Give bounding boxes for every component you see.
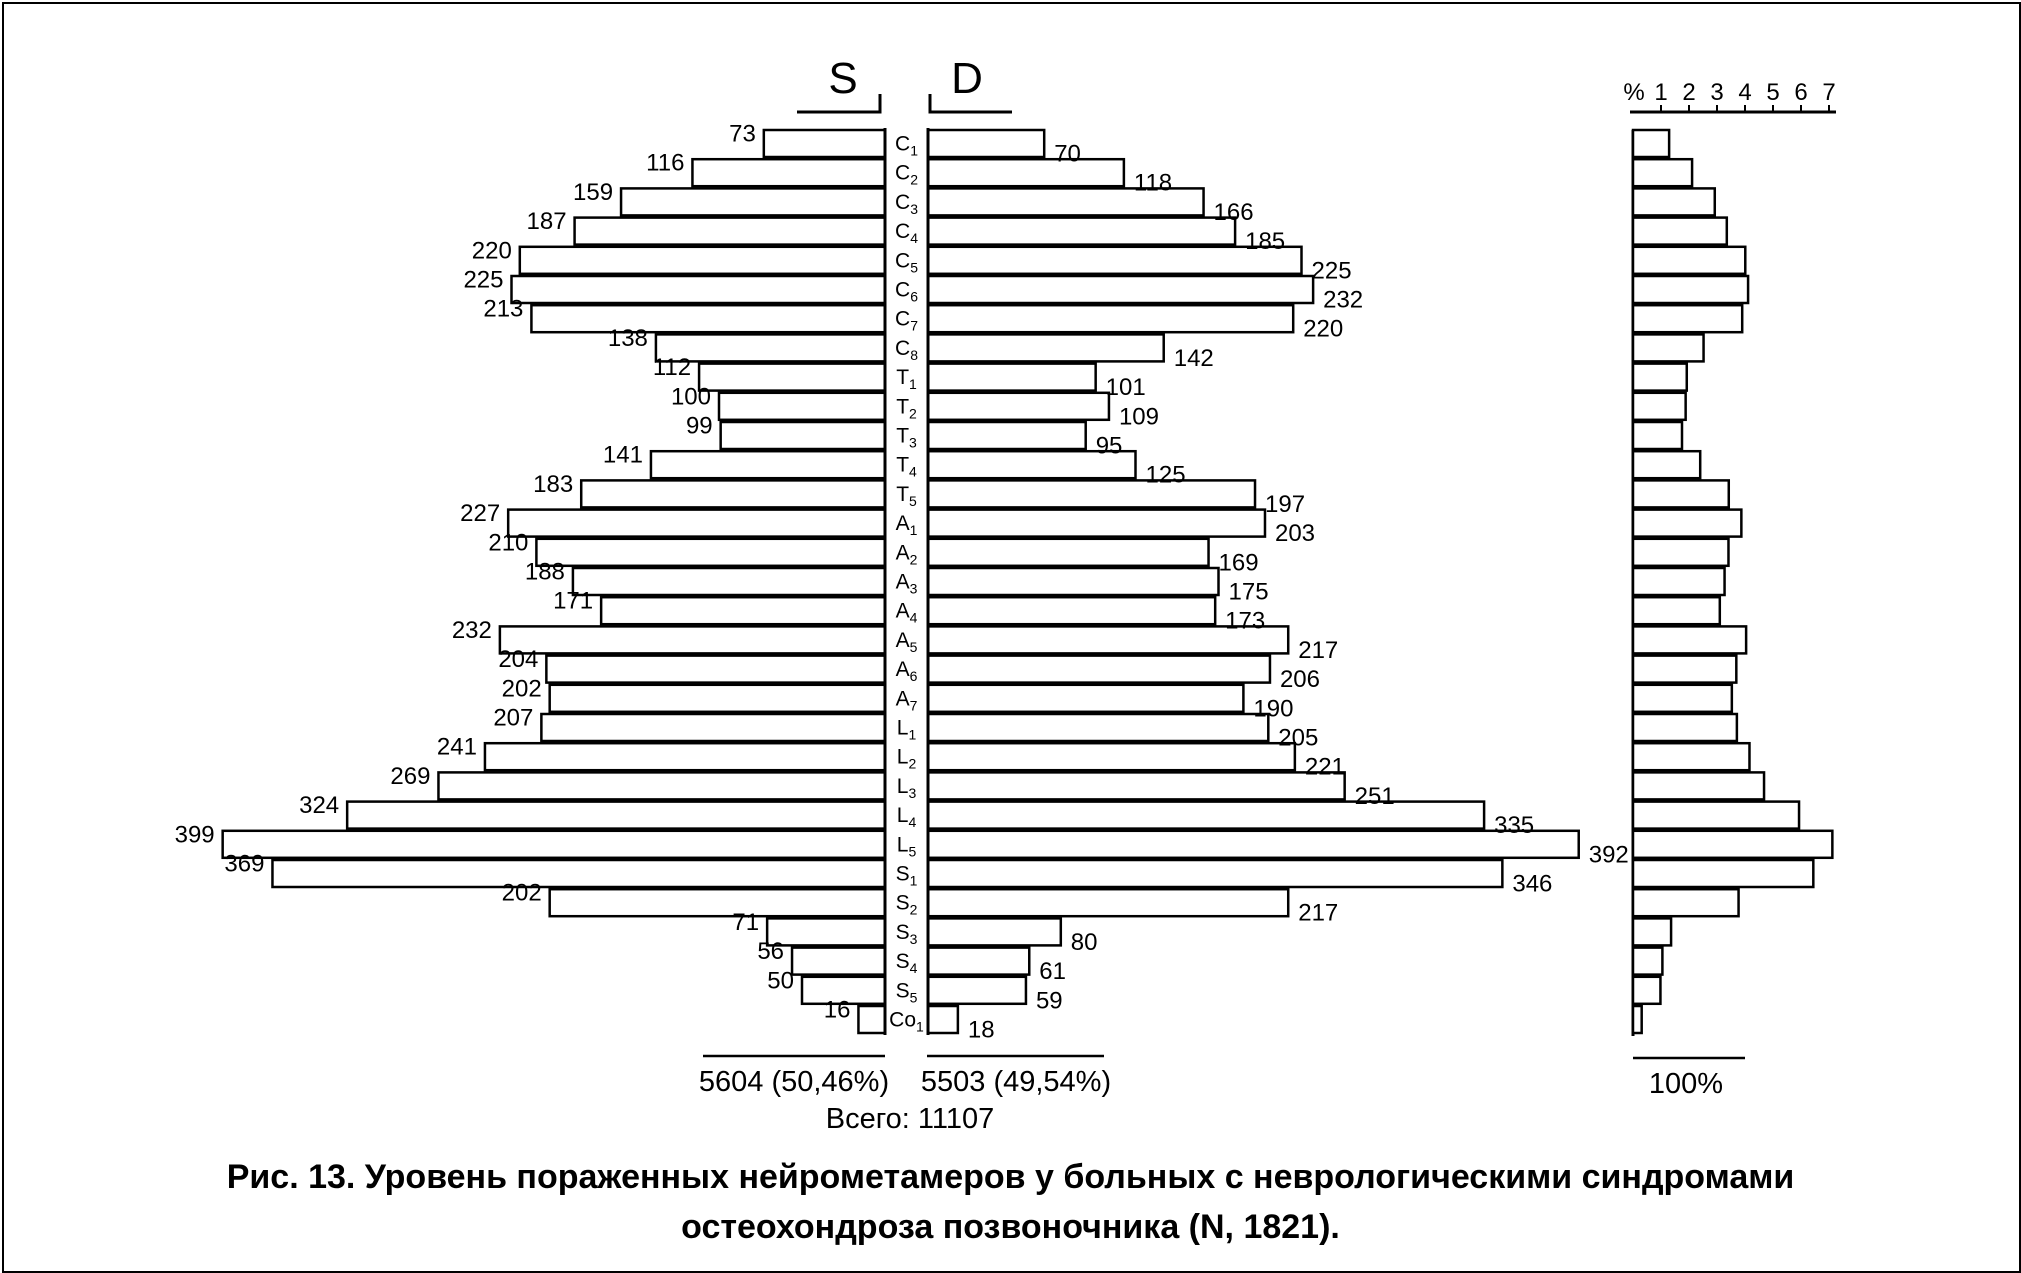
segment-label: $C_6$ xyxy=(895,278,918,305)
bar-right-t3 xyxy=(928,422,1086,449)
value-label-left: 225 xyxy=(463,266,504,294)
value-label-left: 171 xyxy=(553,587,594,615)
value-label-left: 141 xyxy=(602,441,643,469)
value-label-right: 109 xyxy=(1118,403,1159,431)
segment-label: $C_4$ xyxy=(895,220,918,247)
bar-left-a6 xyxy=(546,656,885,683)
value-label-left: 183 xyxy=(533,470,574,498)
segment-column xyxy=(885,128,928,1035)
percent-bar xyxy=(1633,510,1741,537)
percent-bar xyxy=(1633,626,1746,653)
value-label-left: 159 xyxy=(573,178,614,206)
percent-bars xyxy=(1633,130,1832,1033)
value-label-right: 346 xyxy=(1512,870,1553,898)
value-label-right: 197 xyxy=(1265,490,1306,518)
percent-bar xyxy=(1633,422,1682,449)
bar-right-a2 xyxy=(928,539,1209,566)
segment-label: $T_1$ xyxy=(896,366,917,393)
value-label-right: 70 xyxy=(1054,140,1081,168)
bar-left-l4 xyxy=(347,802,885,829)
percent-tick-label: 5 xyxy=(1766,79,1780,106)
segment-label: $A_3$ xyxy=(895,570,918,597)
bar-left-l2 xyxy=(485,743,885,770)
bar-right-s4 xyxy=(928,948,1029,975)
bar-right-l4 xyxy=(928,802,1484,829)
bar-left-a3 xyxy=(573,568,885,595)
bar-right-s2 xyxy=(928,889,1288,916)
segment-label: $S_2$ xyxy=(895,891,918,918)
bar-left-a1 xyxy=(508,510,885,537)
percent-bar xyxy=(1633,743,1749,770)
segment-label: $Co_1$ xyxy=(889,1008,924,1035)
bar-left-l3 xyxy=(438,772,885,799)
value-label-left: 210 xyxy=(488,529,529,557)
value-label-right: 166 xyxy=(1213,198,1254,226)
percent-bar xyxy=(1633,802,1799,829)
value-label-left: 213 xyxy=(483,295,524,323)
percent-bar xyxy=(1633,685,1732,712)
percent-bar xyxy=(1633,539,1728,566)
bar-left-co1 xyxy=(858,1006,885,1033)
segment-label: $L_1$ xyxy=(896,716,917,743)
value-label-right: 175 xyxy=(1228,578,1269,606)
value-label-left: 56 xyxy=(757,938,785,966)
value-label-right: 392 xyxy=(1588,841,1629,869)
value-label-left: 73 xyxy=(729,120,756,148)
value-label-left: 116 xyxy=(646,149,685,177)
percent-bar xyxy=(1633,948,1662,975)
bar-left-c5 xyxy=(520,247,885,274)
value-label-left: 71 xyxy=(732,908,760,936)
percent-tick-label: 2 xyxy=(1682,79,1696,106)
bar-right-c4 xyxy=(928,218,1235,245)
value-label-left: 16 xyxy=(823,996,851,1024)
percent-bar xyxy=(1633,977,1660,1004)
segment-label: $S_4$ xyxy=(895,950,918,977)
percent-bar xyxy=(1633,393,1686,420)
value-label-left: 202 xyxy=(501,675,542,703)
percent-tick-label: 3 xyxy=(1710,79,1724,106)
caption-line-1: Рис. 13. Уровень пораженных нейрометамеров у больных с неврологическими синдромами xyxy=(226,1158,1795,1196)
bar-left-c2 xyxy=(692,159,885,186)
total-right: 5503 (49,54%) xyxy=(920,1066,1112,1098)
value-label-right: 225 xyxy=(1311,257,1352,285)
percent-bar xyxy=(1633,247,1745,274)
value-label-right: 206 xyxy=(1279,666,1321,694)
percent-bar xyxy=(1633,159,1692,186)
segment-label: $T_2$ xyxy=(896,395,917,422)
value-label-left: 241 xyxy=(436,733,477,761)
value-label-right: 203 xyxy=(1274,520,1316,548)
bar-left-c1 xyxy=(764,130,885,157)
segment-label: $A_5$ xyxy=(895,628,918,655)
segment-label: $A_2$ xyxy=(895,541,918,568)
bar-left-t1 xyxy=(699,364,885,391)
value-label-right: 232 xyxy=(1323,286,1364,314)
value-label-left: 232 xyxy=(451,616,492,644)
caption-line-2: остеохондроза позвоночника (N, 1821). xyxy=(681,1208,1340,1246)
bar-right-c6 xyxy=(928,276,1313,303)
value-label-left: 220 xyxy=(471,237,512,265)
bar-right-a1 xyxy=(928,510,1265,537)
bar-right-l5 xyxy=(928,831,1579,858)
percent-bar xyxy=(1633,218,1727,245)
value-label-right: 142 xyxy=(1173,344,1214,372)
bar-right-t5 xyxy=(928,480,1255,507)
value-label-right: 18 xyxy=(967,1016,995,1044)
total-overall: Всего: 11107 xyxy=(825,1103,995,1135)
side-label-right: D xyxy=(951,54,983,103)
value-label-left: 112 xyxy=(652,354,692,382)
segment-label: $C_7$ xyxy=(895,307,918,334)
value-label-right: 205 xyxy=(1278,724,1319,752)
segment-label: $L_2$ xyxy=(896,745,917,772)
segment-label: $A_6$ xyxy=(895,658,918,685)
segment-label: $C_8$ xyxy=(895,336,918,363)
value-label-left: 188 xyxy=(524,558,565,586)
bar-left-c3 xyxy=(621,188,885,215)
percent-axis-unit: % xyxy=(1623,79,1645,106)
percent-total: 100% xyxy=(1648,1068,1724,1100)
percent-tick-label: 1 xyxy=(1654,79,1668,106)
bar-left-s2 xyxy=(550,889,885,916)
value-label-right: 59 xyxy=(1035,987,1063,1015)
percent-bar xyxy=(1633,568,1725,595)
segment-label: $A_1$ xyxy=(895,512,918,539)
bar-right-s5 xyxy=(928,977,1026,1004)
segment-label: $T_4$ xyxy=(896,453,917,480)
bar-right-a4 xyxy=(928,597,1215,624)
percent-bar xyxy=(1633,130,1669,157)
value-label-right: 80 xyxy=(1070,928,1098,956)
segment-label: $L_5$ xyxy=(896,833,917,860)
bar-left-t5 xyxy=(581,480,885,507)
value-label-right: 118 xyxy=(1133,169,1173,197)
value-label-right: 221 xyxy=(1304,753,1345,781)
segment-label: $S_5$ xyxy=(895,979,918,1006)
bar-right-c8 xyxy=(928,334,1164,361)
bar-left-a4 xyxy=(601,597,885,624)
bar-right-l1 xyxy=(928,714,1268,741)
bar-right-c2 xyxy=(928,159,1124,186)
bar-right-t1 xyxy=(928,364,1096,391)
bar-left-t4 xyxy=(651,451,885,478)
bar-left-s4 xyxy=(792,948,885,975)
value-label-right: 251 xyxy=(1354,782,1395,810)
bar-right-c7 xyxy=(928,305,1293,332)
value-label-right: 169 xyxy=(1218,549,1259,577)
bar-left-t3 xyxy=(721,422,885,449)
value-label-left: 399 xyxy=(174,821,215,849)
bar-left-a5 xyxy=(500,626,885,653)
value-label-right: 335 xyxy=(1494,812,1535,840)
bar-left-l5 xyxy=(223,831,885,858)
percent-bar xyxy=(1633,714,1737,741)
segment-label: $T_3$ xyxy=(896,424,917,451)
value-label-right: 125 xyxy=(1145,461,1186,489)
percent-bar xyxy=(1633,188,1715,215)
value-label-left: 324 xyxy=(299,792,340,820)
percent-bar xyxy=(1633,305,1742,332)
value-label-right: 217 xyxy=(1298,899,1339,927)
segment-label: $C_5$ xyxy=(895,249,918,276)
bar-right-l3 xyxy=(928,772,1345,799)
value-label-left: 204 xyxy=(498,646,539,674)
bar-right-s1 xyxy=(928,860,1502,887)
value-label-left: 100 xyxy=(670,383,711,411)
percent-chart xyxy=(1623,79,1836,1100)
segment-label: $S_1$ xyxy=(895,862,918,889)
figure-caption xyxy=(0,1152,2021,1252)
percent-bar xyxy=(1633,831,1832,858)
value-label-right: 101 xyxy=(1105,374,1146,402)
bar-left-c6 xyxy=(512,276,886,303)
value-label-left: 269 xyxy=(390,762,431,790)
segment-label: $L_4$ xyxy=(896,804,917,831)
percent-axis-ticks xyxy=(1654,79,1835,112)
value-label-left: 99 xyxy=(685,412,713,440)
segment-label: $S_3$ xyxy=(895,920,918,947)
segment-label: $A_4$ xyxy=(895,599,918,626)
percent-bar xyxy=(1633,276,1748,303)
bar-right-l2 xyxy=(928,743,1295,770)
bar-right-a6 xyxy=(928,656,1270,683)
percent-bar xyxy=(1633,364,1687,391)
bar-left-c7 xyxy=(531,305,885,332)
value-label-left: 138 xyxy=(607,324,648,352)
bar-right-s3 xyxy=(928,918,1061,945)
segment-label: $C_1$ xyxy=(895,132,918,159)
bar-left-s3 xyxy=(767,918,885,945)
value-label-left: 202 xyxy=(501,879,542,907)
value-label-right: 220 xyxy=(1303,315,1344,343)
percent-tick-label: 6 xyxy=(1794,79,1808,106)
total-left: 5604 (50,46%) xyxy=(698,1066,890,1098)
value-label-right: 185 xyxy=(1245,228,1286,256)
segment-label: $L_3$ xyxy=(896,774,917,801)
segment-label: $T_5$ xyxy=(896,482,917,509)
value-label-left: 369 xyxy=(224,850,265,878)
bar-right-c1 xyxy=(928,130,1044,157)
value-label-left: 187 xyxy=(526,208,567,236)
segment-label: $A_7$ xyxy=(895,687,918,714)
bar-left-l1 xyxy=(541,714,885,741)
bar-left-t2 xyxy=(719,393,885,420)
percent-bar xyxy=(1633,772,1764,799)
bar-right-a7 xyxy=(928,685,1243,712)
percent-bar xyxy=(1633,1006,1642,1033)
value-label-left: 50 xyxy=(767,967,794,995)
percent-bar xyxy=(1633,860,1813,887)
bar-left-c4 xyxy=(575,218,885,245)
percent-bar xyxy=(1633,889,1739,916)
percent-tick-label: 7 xyxy=(1822,79,1836,106)
value-label-right: 173 xyxy=(1225,607,1266,635)
percent-tick-label: 4 xyxy=(1738,79,1752,106)
bar-left-a2 xyxy=(536,539,885,566)
percent-bar xyxy=(1633,597,1720,624)
value-label-right: 217 xyxy=(1298,636,1339,664)
percent-bar xyxy=(1633,334,1704,361)
value-label-right: 61 xyxy=(1039,958,1066,986)
value-label-left: 227 xyxy=(460,500,501,528)
value-label-left: 207 xyxy=(493,704,534,732)
segment-label: $C_3$ xyxy=(895,190,918,217)
bar-right-t2 xyxy=(928,393,1109,420)
percent-bar xyxy=(1633,451,1700,478)
percent-bar xyxy=(1633,918,1671,945)
side-label-left: S xyxy=(828,54,858,103)
percent-bar xyxy=(1633,656,1736,683)
butterfly-chart xyxy=(175,54,1629,1135)
bar-left-a7 xyxy=(550,685,885,712)
value-label-right: 190 xyxy=(1253,695,1294,723)
bar-left-s1 xyxy=(272,860,885,887)
bar-right-co1 xyxy=(928,1006,958,1033)
segment-label: $C_2$ xyxy=(895,161,918,188)
bar-right-a3 xyxy=(928,568,1219,595)
value-label-right: 95 xyxy=(1095,432,1123,460)
percent-bar xyxy=(1633,480,1729,507)
